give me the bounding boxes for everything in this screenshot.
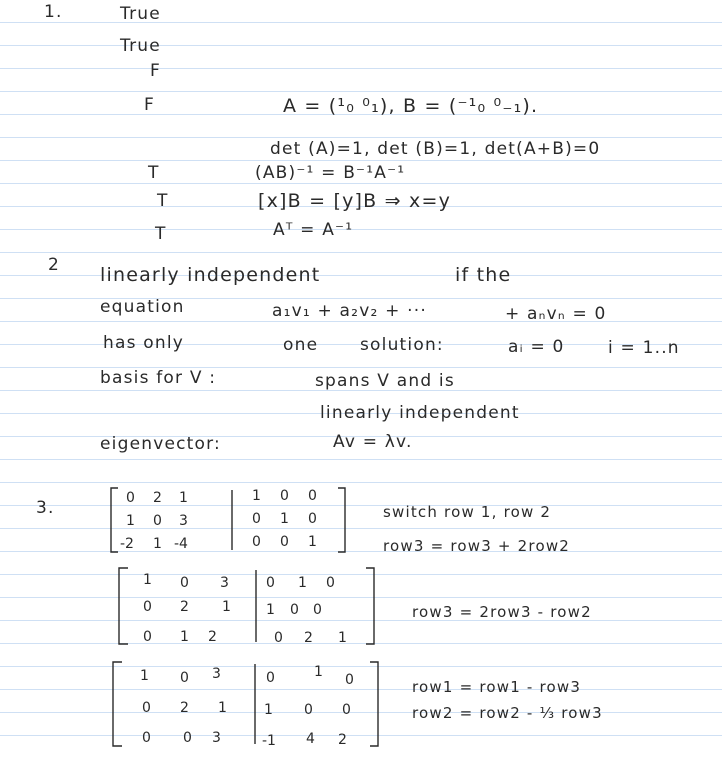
step2-left-r2c3: 1 [222, 599, 231, 615]
step3-left-r3c3: 3 [212, 730, 221, 746]
q2-line3-d: aᵢ = 0 [508, 337, 565, 357]
q1-answer-4: F [144, 95, 155, 115]
step2-left-r3c2: 1 [180, 629, 189, 645]
step2-right-r2c1: 1 [266, 602, 275, 618]
q2-line3-b: one [283, 335, 319, 355]
step1-right-r3c1: 0 [252, 534, 261, 550]
step2-left-r1c2: 0 [180, 575, 189, 591]
step3-right-r2c1: 1 [264, 702, 273, 718]
step2-left-r2c2: 2 [180, 599, 189, 615]
step3-right-r1c1: 0 [266, 670, 275, 686]
q1-answer-2: True [120, 36, 161, 56]
step1-left-r3c1: -2 [120, 536, 134, 552]
step2-right-r1c2: 1 [298, 575, 307, 591]
q2-line3-e: i = 1..n [608, 338, 680, 358]
step3-left-r1c2: 0 [180, 670, 189, 686]
step2-left-r2c1: 0 [143, 599, 152, 615]
q1-answer-7: T [155, 224, 167, 244]
step3-left-r2c1: 0 [142, 700, 151, 716]
step3-right-r3c2: 4 [306, 731, 315, 747]
q2-line5: linearly independent [320, 403, 520, 423]
q2-line2-c: + aₙvₙ = 0 [505, 304, 607, 324]
q2-line6-b: Av = λv. [333, 432, 413, 452]
step2-right-r1c3: 0 [326, 575, 335, 591]
q2-line1-a: linearly independent [100, 264, 321, 286]
step3-note-2: row2 = row2 - ⅓ row3 [412, 704, 603, 722]
q1-number: 1. [44, 2, 63, 22]
step3-right-r1c3: 0 [345, 672, 354, 688]
q1-work-inverse: (AB)⁻¹ = B⁻¹A⁻¹ [255, 163, 406, 183]
step1-right-r2c3: 0 [308, 511, 317, 527]
step2-right-r3c2: 2 [304, 630, 313, 646]
step1-note-1: switch row 1, row 2 [383, 503, 552, 521]
q2-line1-b: if the [455, 264, 512, 286]
step1-left-r3c2: 1 [153, 536, 162, 552]
step1-left-r2c3: 3 [179, 513, 188, 529]
q1-work-coordinates: [x]B = [y]B ⇒ x=y [258, 190, 452, 212]
step3-left-r1c3: 3 [212, 666, 221, 682]
step2-note-1: row3 = 2row3 - row2 [412, 603, 592, 621]
step1-right-r3c3: 1 [308, 534, 317, 550]
step2-left-r1c3: 3 [220, 575, 229, 591]
step3-right-r3c1: -1 [262, 733, 276, 749]
step3-left-r1c1: 1 [140, 668, 149, 684]
q2-line6-a: eigenvector: [100, 434, 221, 454]
step1-left-r3c3: -4 [174, 536, 188, 552]
q1-answer-1: True [120, 4, 161, 24]
step1-right-r2c1: 0 [252, 511, 261, 527]
step1-left-r1c1: 0 [126, 490, 135, 506]
step3-right-r2c2: 0 [304, 702, 313, 718]
q2-line3-a: has only [103, 333, 185, 353]
step2-left-r1c1: 1 [143, 572, 152, 588]
q2-number: 2 [48, 255, 61, 275]
step2-right-r3c1: 0 [274, 630, 283, 646]
step1-right-r1c3: 0 [308, 488, 317, 504]
step3-right-r3c3: 2 [338, 732, 347, 748]
q1-work-transpose: Aᵀ = A⁻¹ [273, 220, 354, 240]
step3-left-r3c1: 0 [142, 730, 151, 746]
step3-left-r2c2: 2 [180, 700, 189, 716]
q1-work-determinants: det (A)=1, det (B)=1, det(A+B)=0 [270, 139, 601, 159]
step2-right-r2c2: 0 [290, 602, 299, 618]
step1-left-r2c2: 0 [153, 513, 162, 529]
q2-line4-b: spans V and is [315, 371, 455, 391]
step1-right-r1c2: 0 [280, 488, 289, 504]
step1-right-r1c1: 1 [252, 488, 261, 504]
q1-work-matrices: A = (¹₀ ⁰₁), B = (⁻¹₀ ⁰₋₁). [283, 95, 539, 117]
step3-right-r2c3: 0 [342, 702, 351, 718]
q2-line2-a: equation [100, 297, 185, 317]
step2-right-r2c3: 0 [313, 602, 322, 618]
q2-line2-b: a₁v₁ + a₂v₂ + ··· [272, 301, 427, 321]
step1-left-r1c3: 1 [179, 490, 188, 506]
step2-left-r3c1: 0 [143, 629, 152, 645]
step3-right-r1c2: 1 [314, 664, 323, 680]
step2-right-r3c3: 1 [338, 630, 347, 646]
q3-number: 3. [36, 498, 55, 518]
step1-left-r1c2: 2 [153, 490, 162, 506]
q1-answer-3: F [150, 61, 161, 81]
q1-answer-5: T [148, 163, 160, 183]
q2-line3-c: solution: [360, 335, 444, 355]
step1-note-2: row3 = row3 + 2row2 [383, 537, 571, 555]
step3-left-r2c3: 1 [218, 700, 227, 716]
step2-right-r1c1: 0 [266, 575, 275, 591]
q2-line4-a: basis for V : [100, 368, 217, 388]
step3-note-1: row1 = row1 - row3 [412, 678, 582, 696]
step2-left-r3c3: 2 [208, 629, 217, 645]
step1-right-r3c2: 0 [280, 534, 289, 550]
step3-left-r3c2: 0 [183, 730, 192, 746]
step1-left-r2c1: 1 [126, 513, 135, 529]
q1-answer-6: T [157, 191, 169, 211]
step1-right-r2c2: 1 [280, 511, 289, 527]
